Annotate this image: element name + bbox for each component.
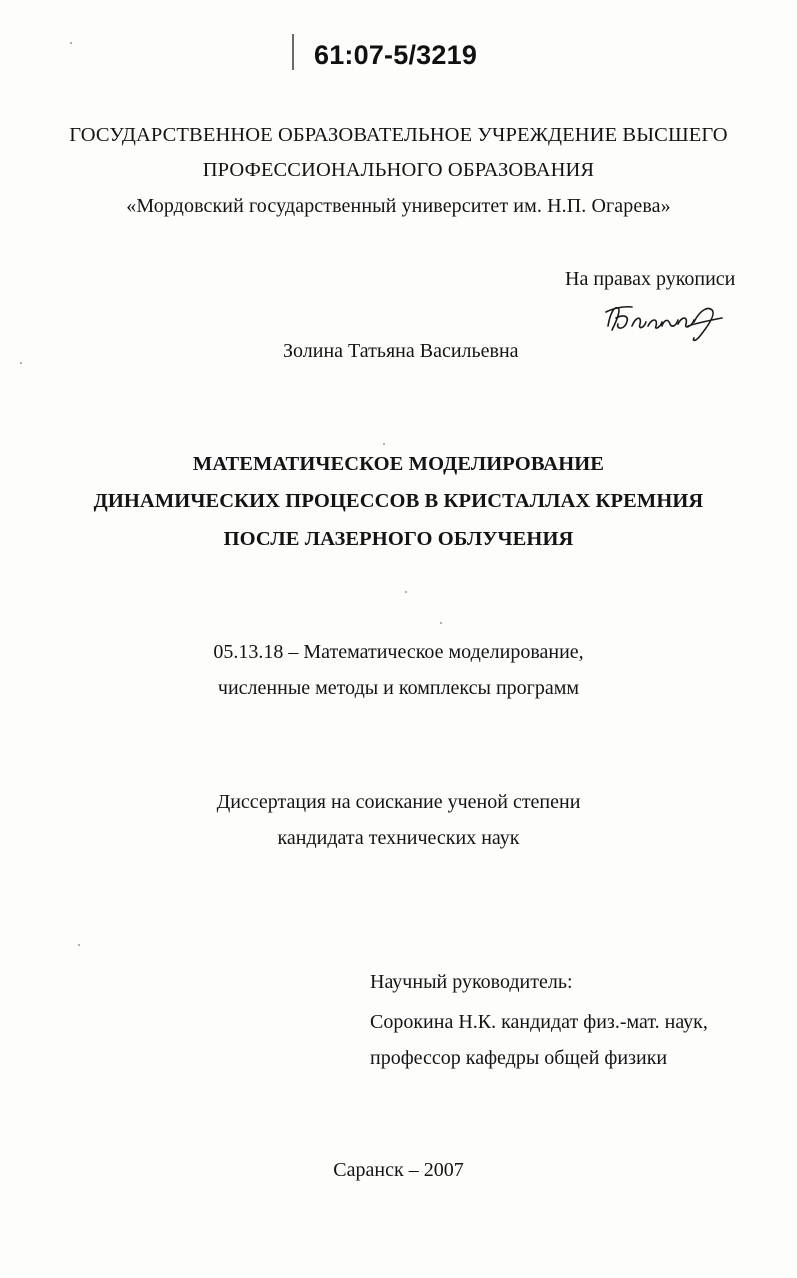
stamp-divider xyxy=(292,34,294,70)
scan-speck xyxy=(20,362,22,364)
place-and-year: Саранск – 2007 xyxy=(333,1159,464,1181)
scan-speck xyxy=(383,443,385,445)
supervisor-line-2: профессор кафедры общей физики xyxy=(370,1047,668,1069)
scan-speck xyxy=(440,622,442,624)
handwritten-signature xyxy=(596,296,728,344)
institution-line-3: «Мордовский государственный университет им. Н.П. Огарева» xyxy=(126,195,671,217)
institution-line-2: ПРОФЕССИОНАЛЬНОГО ОБРАЗОВАНИЯ xyxy=(202,159,595,181)
specialty-line-2: численные методы и комплексы программ xyxy=(217,677,580,699)
supervisor-label: Научный руководитель: xyxy=(370,971,573,993)
scan-speck xyxy=(70,42,72,44)
author-name: Золина Татьяна Васильевна xyxy=(283,340,519,362)
manuscript-note: На правах рукописи xyxy=(565,268,736,290)
specialty-line-1: 05.13.18 – Математическое моделирование, xyxy=(213,641,584,663)
title-line-1: МАТЕМАТИЧЕСКОЕ МОДЕЛИРОВАНИЕ xyxy=(192,453,605,475)
degree-line-1: Диссертация на соискание ученой степени xyxy=(216,791,581,813)
title-line-2: ДИНАМИЧЕСКИХ ПРОЦЕССОВ В КРИСТАЛЛАХ КРЕМНИЯ xyxy=(93,490,704,512)
degree-line-2: кандидата технических наук xyxy=(277,827,520,849)
scan-speck xyxy=(78,944,80,946)
supervisor-line-1: Сорокина Н.К. кандидат физ.-мат. наук, xyxy=(370,1011,708,1033)
scan-speck xyxy=(405,591,407,593)
title-line-3: ПОСЛЕ ЛАЗЕРНОГО ОБЛУЧЕНИЯ xyxy=(223,528,574,550)
institution-line-1: ГОСУДАРСТВЕННОЕ ОБРАЗОВАТЕЛЬНОЕ УЧРЕЖДЕНИЕ ВЫСШЕГО xyxy=(69,124,728,146)
catalog-number: 61:07-5/3219 xyxy=(314,40,478,70)
